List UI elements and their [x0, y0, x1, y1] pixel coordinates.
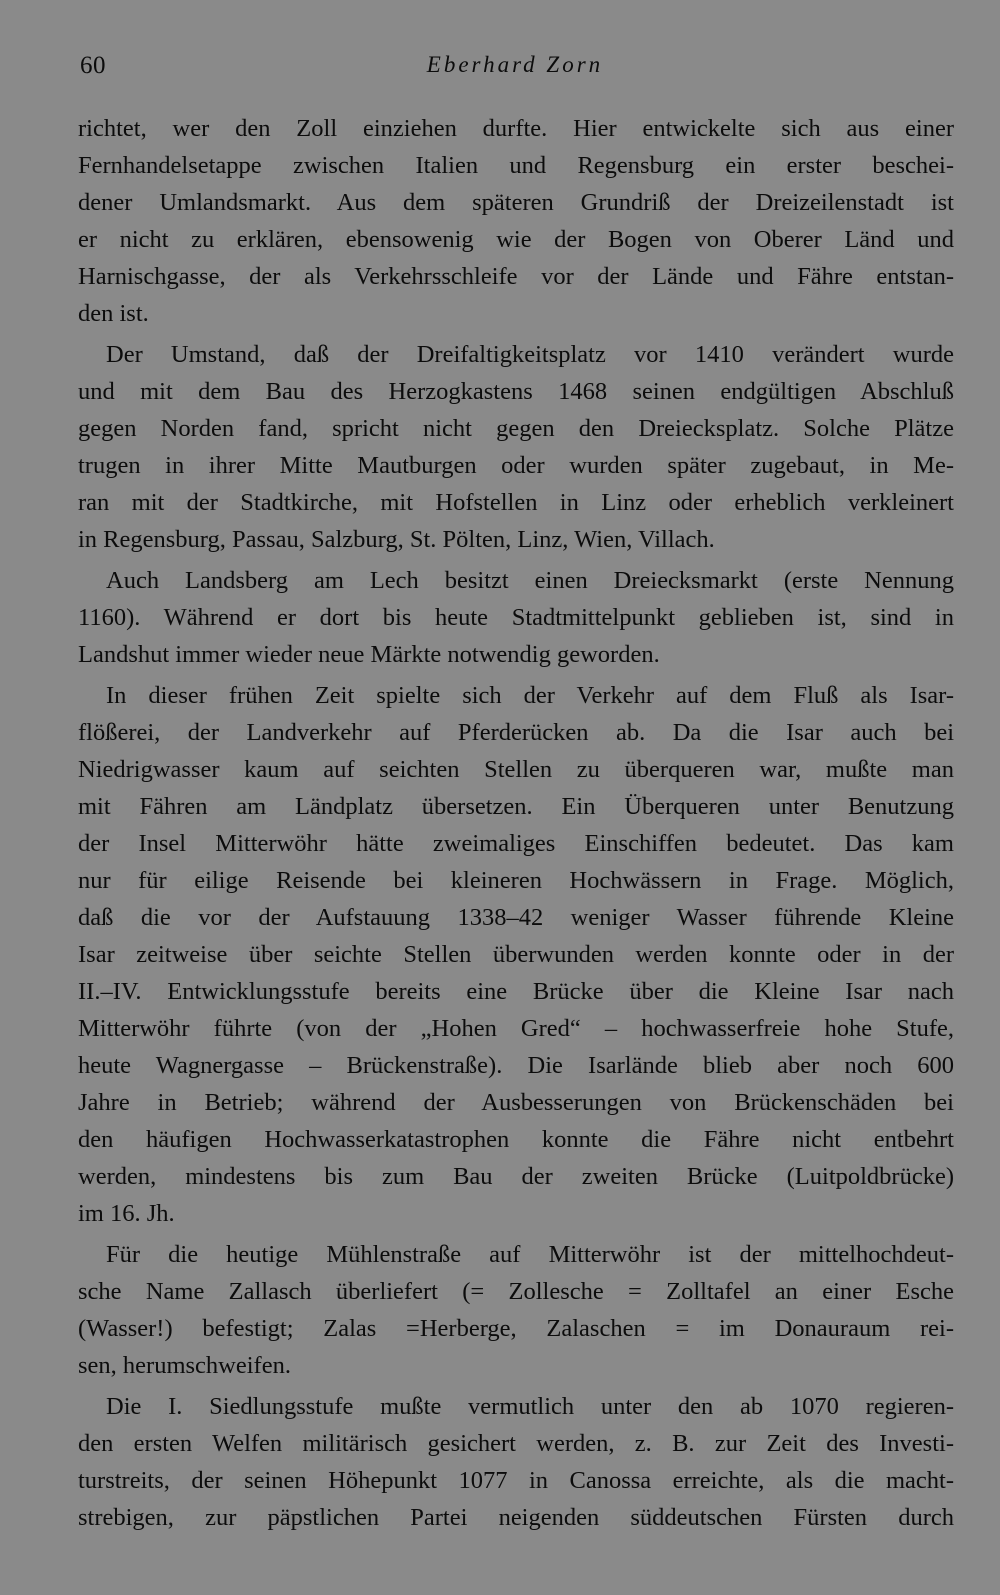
text-line: Für die heutige Mühlenstraße auf Mitterwöhr ist der mittelhochdeut- — [106, 1241, 954, 1268]
paragraph — [78, 562, 954, 673]
text-line: den ersten Welfen militärisch gesichert werden, z. B. zur Zeit des Investi- — [78, 1430, 954, 1457]
text-line: (Wasser!) befestigt; Zalas =Herberge, Zalaschen = im Donauraum rei- — [78, 1315, 954, 1342]
text-line: im 16. Jh. — [78, 1200, 175, 1227]
text-line: II.–IV. Entwicklungsstufe bereits eine Brücke über die Kleine Isar nach — [78, 978, 954, 1005]
text-line: werden, mindestens bis zum Bau der zweiten Brücke (Luitpoldbrücke) — [78, 1163, 954, 1190]
text-line: in Regensburg, Passau, Salzburg, St. Pölten, Linz, Wien, Villach. — [78, 526, 715, 553]
text-line: mit Fähren am Ländplatz übersetzen. Ein Überqueren unter Benutzung — [78, 793, 954, 820]
text-line: Die I. Siedlungsstufe mußte vermutlich unter den ab 1070 regieren- — [106, 1393, 954, 1420]
text-line: und mit dem Bau des Herzogkastens 1468 seinen endgültigen Abschluß — [78, 378, 954, 405]
text-line: Auch Landsberg am Lech besitzt einen Dreiecksmarkt (erste Nennung — [106, 567, 954, 594]
paragraph — [78, 336, 954, 558]
text-line: 1160). Während er dort bis heute Stadtmittelpunkt geblieben ist, sind in — [78, 604, 954, 631]
text-line: den häufigen Hochwasserkatastrophen konnte die Fähre nicht entbehrt — [78, 1126, 954, 1153]
text-line: den ist. — [78, 300, 149, 327]
text-line: sche Name Zallasch überliefert (= Zollesche = Zolltafel an einer Esche — [78, 1278, 954, 1305]
page-number: 60 — [80, 52, 106, 79]
body-text — [78, 110, 954, 1540]
text-line: heute Wagnergasse – Brückenstraße). Die Isarlände blieb aber noch 600 — [78, 1052, 954, 1079]
paragraph — [78, 110, 954, 332]
text-line: Fernhandelsetappe zwischen Italien und Regensburg ein erster beschei- — [78, 152, 954, 179]
paragraph — [78, 677, 954, 1232]
text-line: Mitterwöhr führte (von der „Hohen Gred“ – hochwasserfreie hohe Stufe, — [78, 1015, 954, 1042]
text-line: strebigen, zur päpstlichen Partei neigenden süddeutschen Fürsten durch — [78, 1504, 954, 1531]
text-line: nur für eilige Reisende bei kleineren Hochwässern in Frage. Möglich, — [78, 867, 954, 894]
text-line: der Insel Mitterwöhr hätte zweimaliges Einschiffen bedeutet. Das kam — [78, 830, 954, 857]
text-line: Isar zeitweise über seichte Stellen überwunden werden konnte oder in der — [78, 941, 954, 968]
text-line: flößerei, der Landverkehr auf Pferderücken ab. Da die Isar auch bei — [78, 719, 954, 746]
running-head: Eberhard Zorn — [426, 52, 604, 77]
text-line: turstreits, der seinen Höhepunkt 1077 in Canossa erreichte, als die macht- — [78, 1467, 954, 1494]
text-line: Der Umstand, daß der Dreifaltigkeitsplatz vor 1410 verändert wurde — [106, 341, 954, 368]
text-line: Landshut immer wieder neue Märkte notwendig geworden. — [78, 641, 660, 668]
text-line: Harnischgasse, der als Verkehrsschleife vor der Lände und Fähre entstan- — [78, 263, 954, 290]
text-line: Jahre in Betrieb; während der Ausbesserungen von Brückenschäden bei — [78, 1089, 954, 1116]
paragraph — [78, 1388, 954, 1536]
text-line: er nicht zu erklären, ebensowenig wie der Bogen von Oberer Länd und — [78, 226, 954, 253]
text-line: richtet, wer den Zoll einziehen durfte. Hier entwickelte sich aus einer — [78, 115, 954, 142]
paragraph — [78, 1236, 954, 1384]
text-line: In dieser frühen Zeit spielte sich der Verkehr auf dem Fluß als Isar- — [106, 682, 954, 709]
text-line: gegen Norden fand, spricht nicht gegen den Dreiecksplatz. Solche Plätze — [78, 415, 954, 442]
text-line: ran mit der Stadtkirche, mit Hofstellen in Linz oder erheblich verkleinert — [78, 489, 954, 516]
text-line: sen, herumschweifen. — [78, 1352, 291, 1379]
text-line: dener Umlandsmarkt. Aus dem späteren Grundriß der Dreizeilenstadt ist — [78, 189, 954, 216]
text-line: Niedrigwasser kaum auf seichten Stellen zu überqueren war, mußte man — [78, 756, 954, 783]
text-line: daß die vor der Aufstauung 1338–42 weniger Wasser führende Kleine — [78, 904, 954, 931]
text-line: trugen in ihrer Mitte Mautburgen oder wurden später zugebaut, in Me- — [78, 452, 954, 479]
page-header — [80, 52, 950, 88]
